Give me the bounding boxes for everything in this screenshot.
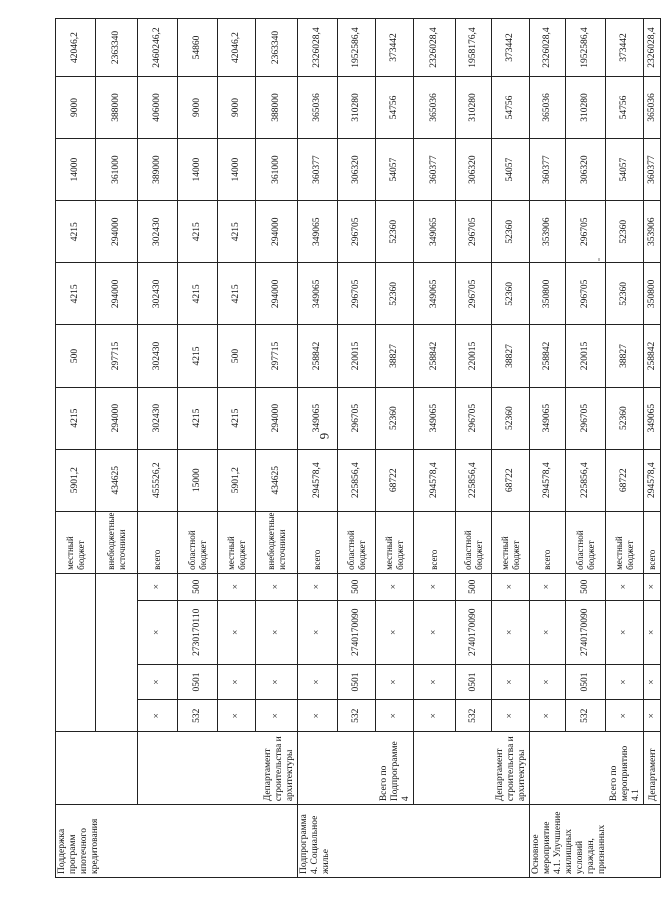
year-value-cell: 52360	[606, 263, 644, 325]
year-value-cell: 38827	[492, 325, 530, 387]
total-value-cell: 2326028,4	[644, 19, 661, 77]
expense-type-cell: ×	[492, 573, 530, 600]
table-row	[56, 19, 96, 878]
year-value-cell: 306320	[566, 139, 606, 201]
section-cell: ×	[218, 664, 256, 699]
year-value-cell: 52360	[606, 387, 644, 449]
funding-source-cell: всего	[414, 511, 456, 573]
funding-source-cell: областной бюджет	[566, 511, 606, 573]
expense-type-cell: 500	[456, 573, 492, 600]
year-value-cell: 54756	[606, 76, 644, 138]
program-name-cell: Основное мероприятие 4.1. Улучшение жилищных условий граждан, признанных	[530, 805, 661, 878]
year-value-cell: 353906	[530, 201, 566, 263]
year-value-cell: 350800	[644, 263, 661, 325]
target-article-cell: 2740170090	[566, 600, 606, 664]
year-value-cell: 220015	[456, 325, 492, 387]
table-row	[414, 19, 456, 878]
total-value-cell: 1958176,4	[456, 19, 492, 77]
year-value-cell: 4215	[218, 201, 256, 263]
year-value-cell: 4215	[178, 263, 218, 325]
year-value-cell: 365036	[530, 76, 566, 138]
section-cell: ×	[606, 664, 644, 699]
program-name-cell: Подпрограмма 4. Социальное жилье	[298, 805, 530, 878]
year-value-cell: 361000	[256, 139, 298, 201]
grbs-cell: 532	[338, 700, 376, 732]
total-value-cell: 42046,2	[218, 19, 256, 77]
year-value-cell: 302430	[138, 201, 178, 263]
year-value-cell: 406000	[138, 76, 178, 138]
target-article-cell: 2730170110	[178, 600, 218, 664]
year-value-cell: 306320	[338, 139, 376, 201]
total-value-cell: 2326028,4	[298, 19, 338, 77]
year-value-cell: 52360	[606, 201, 644, 263]
year-value-cell: 54057	[606, 139, 644, 201]
year-value-cell: 15000	[178, 449, 218, 511]
total-value-cell: 2460246,2	[138, 19, 178, 77]
year-value-cell: 54756	[376, 76, 414, 138]
year-value-cell: 297715	[256, 325, 298, 387]
funding-source-cell: внебюджетные источники	[256, 511, 298, 573]
empty-code-cell	[96, 573, 138, 731]
year-value-cell: 220015	[338, 325, 376, 387]
year-value-cell: 296705	[456, 387, 492, 449]
executor-cell: Департамент строительства и архитектуры	[414, 732, 530, 805]
year-value-cell: 9000	[56, 76, 96, 138]
target-article-cell: 2740170090	[456, 600, 492, 664]
year-value-cell: 4215	[218, 387, 256, 449]
section-cell: ×	[376, 664, 414, 699]
total-value-cell: 42046,2	[56, 19, 96, 77]
year-value-cell: 365036	[414, 76, 456, 138]
year-value-cell: 54756	[492, 76, 530, 138]
year-value-cell: 297715	[96, 325, 138, 387]
year-value-cell: 361000	[96, 139, 138, 201]
total-value-cell: 2326028,4	[414, 19, 456, 77]
year-value-cell: 225856,4	[566, 449, 606, 511]
year-value-cell: 349065	[298, 263, 338, 325]
section-cell: ×	[138, 664, 178, 699]
empty-code-cell	[56, 573, 96, 731]
target-article-cell: ×	[138, 600, 178, 664]
year-value-cell: 258842	[644, 325, 661, 387]
grbs-cell: ×	[530, 700, 566, 732]
section-cell: ×	[530, 664, 566, 699]
grbs-cell: ×	[606, 700, 644, 732]
year-value-cell: 4215	[56, 387, 96, 449]
year-value-cell: 500	[56, 325, 96, 387]
grbs-cell: ×	[644, 700, 661, 732]
expense-type-cell: ×	[530, 573, 566, 600]
year-value-cell: 9000	[218, 76, 256, 138]
total-value-cell: 54860	[178, 19, 218, 77]
target-article-cell: ×	[414, 600, 456, 664]
total-value-cell: 1952586,4	[566, 19, 606, 77]
year-value-cell: 296705	[566, 387, 606, 449]
year-value-cell: 4215	[56, 263, 96, 325]
year-value-cell: 5901,2	[56, 449, 96, 511]
table-row	[530, 19, 566, 878]
grbs-cell: ×	[298, 700, 338, 732]
year-value-cell: 310280	[456, 76, 492, 138]
section-cell: ×	[492, 664, 530, 699]
rotated-table-wrapper	[55, 18, 659, 878]
year-value-cell: 302430	[138, 263, 178, 325]
year-value-cell: 360377	[414, 139, 456, 201]
expense-type-cell: ×	[376, 573, 414, 600]
grbs-cell: ×	[138, 700, 178, 732]
section-cell: 0501	[178, 664, 218, 699]
target-article-cell: 2740170090	[338, 600, 376, 664]
year-value-cell: 294000	[96, 387, 138, 449]
year-value-cell: 294000	[96, 201, 138, 263]
grbs-cell: ×	[256, 700, 298, 732]
funding-source-cell: местный бюджет	[606, 511, 644, 573]
year-value-cell: 225856,4	[456, 449, 492, 511]
section-cell: ×	[256, 664, 298, 699]
total-value-cell: 2363340	[256, 19, 298, 77]
year-value-cell: 52360	[492, 387, 530, 449]
section-cell: 0501	[566, 664, 606, 699]
expense-type-cell: ×	[138, 573, 178, 600]
year-value-cell: 38827	[376, 325, 414, 387]
grbs-cell: ×	[492, 700, 530, 732]
year-value-cell: 296705	[566, 263, 606, 325]
section-cell: 0501	[338, 664, 376, 699]
grbs-cell: ×	[376, 700, 414, 732]
year-value-cell: 455526,2	[138, 449, 178, 511]
year-value-cell: 68722	[606, 449, 644, 511]
year-value-cell: 294578,4	[644, 449, 661, 511]
year-value-cell: 388000	[256, 76, 298, 138]
year-value-cell: 52360	[376, 263, 414, 325]
year-value-cell: 52360	[492, 201, 530, 263]
year-value-cell: 294000	[256, 201, 298, 263]
expense-type-cell: ×	[414, 573, 456, 600]
section-cell: ×	[644, 664, 661, 699]
table-row	[298, 19, 338, 878]
total-value-cell: 373442	[492, 19, 530, 77]
total-value-cell: 373442	[376, 19, 414, 77]
funding-source-cell: местный бюджет	[376, 511, 414, 573]
table-row	[138, 19, 178, 878]
year-value-cell: 349065	[414, 201, 456, 263]
target-article-cell: ×	[376, 600, 414, 664]
expense-type-cell: ×	[644, 573, 661, 600]
program-name-cell: Поддержка программ ипотечного кредитования	[56, 805, 298, 878]
year-value-cell: 360377	[298, 139, 338, 201]
year-value-cell: 350800	[530, 263, 566, 325]
year-value-cell: 296705	[338, 263, 376, 325]
executor-cell: Департамент строительства и архитектуры	[138, 732, 298, 805]
year-value-cell: 310280	[338, 76, 376, 138]
funding-source-cell: местный бюджет	[492, 511, 530, 573]
total-value-cell: 1952586,4	[338, 19, 376, 77]
year-value-cell: 54057	[492, 139, 530, 201]
year-value-cell: 52360	[376, 201, 414, 263]
year-value-cell: 365036	[644, 76, 661, 138]
year-value-cell: 349065	[530, 387, 566, 449]
total-value-cell: 2363340	[96, 19, 138, 77]
year-value-cell: 294578,4	[414, 449, 456, 511]
expense-type-cell: 500	[338, 573, 376, 600]
year-value-cell: 349065	[414, 387, 456, 449]
year-value-cell: 14000	[56, 139, 96, 201]
section-cell: ×	[298, 664, 338, 699]
year-value-cell: 294000	[256, 263, 298, 325]
executor-cell: Всего по Подпрограмме 4	[298, 732, 414, 805]
grbs-cell: 532	[456, 700, 492, 732]
year-value-cell: 434625	[256, 449, 298, 511]
target-article-cell: ×	[218, 600, 256, 664]
year-value-cell: 4215	[178, 387, 218, 449]
funding-source-cell: всего	[530, 511, 566, 573]
year-value-cell: 500	[218, 325, 256, 387]
year-value-cell: 54057	[376, 139, 414, 201]
year-value-cell: 294000	[256, 387, 298, 449]
funding-source-cell: всего	[298, 511, 338, 573]
year-value-cell: 296705	[456, 263, 492, 325]
year-value-cell: 349065	[298, 387, 338, 449]
year-value-cell: 296705	[338, 201, 376, 263]
year-value-cell: 365036	[298, 76, 338, 138]
funding-source-cell: всего	[644, 511, 661, 573]
year-value-cell: 294578,4	[298, 449, 338, 511]
year-value-cell: 4215	[56, 201, 96, 263]
year-value-cell: 349065	[414, 263, 456, 325]
expense-type-cell: 500	[566, 573, 606, 600]
year-value-cell: 4215	[178, 325, 218, 387]
target-article-cell: ×	[530, 600, 566, 664]
total-value-cell: 2326028,4	[530, 19, 566, 77]
funding-source-cell: областной бюджет	[456, 511, 492, 573]
year-value-cell: 225856,4	[338, 449, 376, 511]
executor-cell: Всего по мероприятию 4.1	[530, 732, 644, 805]
year-value-cell: 220015	[566, 325, 606, 387]
expense-type-cell: 500	[178, 573, 218, 600]
funding-source-cell: всего	[138, 511, 178, 573]
target-article-cell: ×	[606, 600, 644, 664]
year-value-cell: 349065	[298, 201, 338, 263]
year-value-cell: 296705	[338, 387, 376, 449]
grbs-cell: 532	[178, 700, 218, 732]
table-row	[644, 19, 661, 878]
expense-type-cell: ×	[256, 573, 298, 600]
year-value-cell: 360377	[530, 139, 566, 201]
year-value-cell: 353906	[644, 201, 661, 263]
year-value-cell: 68722	[376, 449, 414, 511]
budget-table	[55, 18, 661, 878]
year-value-cell: 294578,4	[530, 449, 566, 511]
year-value-cell: 258842	[298, 325, 338, 387]
year-value-cell: 14000	[218, 139, 256, 201]
executor-cell	[56, 732, 138, 805]
year-value-cell: 296705	[456, 201, 492, 263]
expense-type-cell: ×	[606, 573, 644, 600]
year-value-cell: 310280	[566, 76, 606, 138]
year-value-cell: 294000	[96, 263, 138, 325]
grbs-cell: ×	[414, 700, 456, 732]
year-value-cell: 258842	[414, 325, 456, 387]
year-value-cell: 302430	[138, 325, 178, 387]
year-value-cell: 4215	[218, 263, 256, 325]
year-value-cell: 388000	[96, 76, 138, 138]
funding-source-cell: местный бюджет	[218, 511, 256, 573]
table-body	[56, 19, 661, 878]
year-value-cell: 296705	[566, 201, 606, 263]
grbs-cell: 532	[566, 700, 606, 732]
year-value-cell: 38827	[606, 325, 644, 387]
year-value-cell: 349065	[644, 387, 661, 449]
target-article-cell: ×	[256, 600, 298, 664]
section-cell: 0501	[456, 664, 492, 699]
expense-type-cell: ×	[218, 573, 256, 600]
year-value-cell: 258842	[530, 325, 566, 387]
funding-source-cell: местный бюджет	[56, 511, 96, 573]
page-number: 6	[317, 432, 332, 440]
funding-source-cell: областной бюджет	[338, 511, 376, 573]
section-cell: ×	[414, 664, 456, 699]
year-value-cell: 389000	[138, 139, 178, 201]
funding-source-cell: внебюджетные источники	[96, 511, 138, 573]
executor-cell: Департамент	[644, 732, 661, 805]
year-value-cell: 5901,2	[218, 449, 256, 511]
total-value-cell: 373442	[606, 19, 644, 77]
year-value-cell: 302430	[138, 387, 178, 449]
expense-type-cell: ×	[298, 573, 338, 600]
target-article-cell: ×	[492, 600, 530, 664]
year-value-cell: 68722	[492, 449, 530, 511]
year-value-cell: 434625	[96, 449, 138, 511]
grbs-cell: ×	[218, 700, 256, 732]
year-value-cell: 9000	[178, 76, 218, 138]
year-value-cell: 306320	[456, 139, 492, 201]
year-value-cell: 4215	[178, 201, 218, 263]
target-article-cell: ×	[298, 600, 338, 664]
year-value-cell: 52360	[492, 263, 530, 325]
funding-source-cell: областной бюджет	[178, 511, 218, 573]
year-value-cell: 52360	[376, 387, 414, 449]
year-value-cell: 14000	[178, 139, 218, 201]
year-value-cell: 360377	[644, 139, 661, 201]
target-article-cell: ×	[644, 600, 661, 664]
